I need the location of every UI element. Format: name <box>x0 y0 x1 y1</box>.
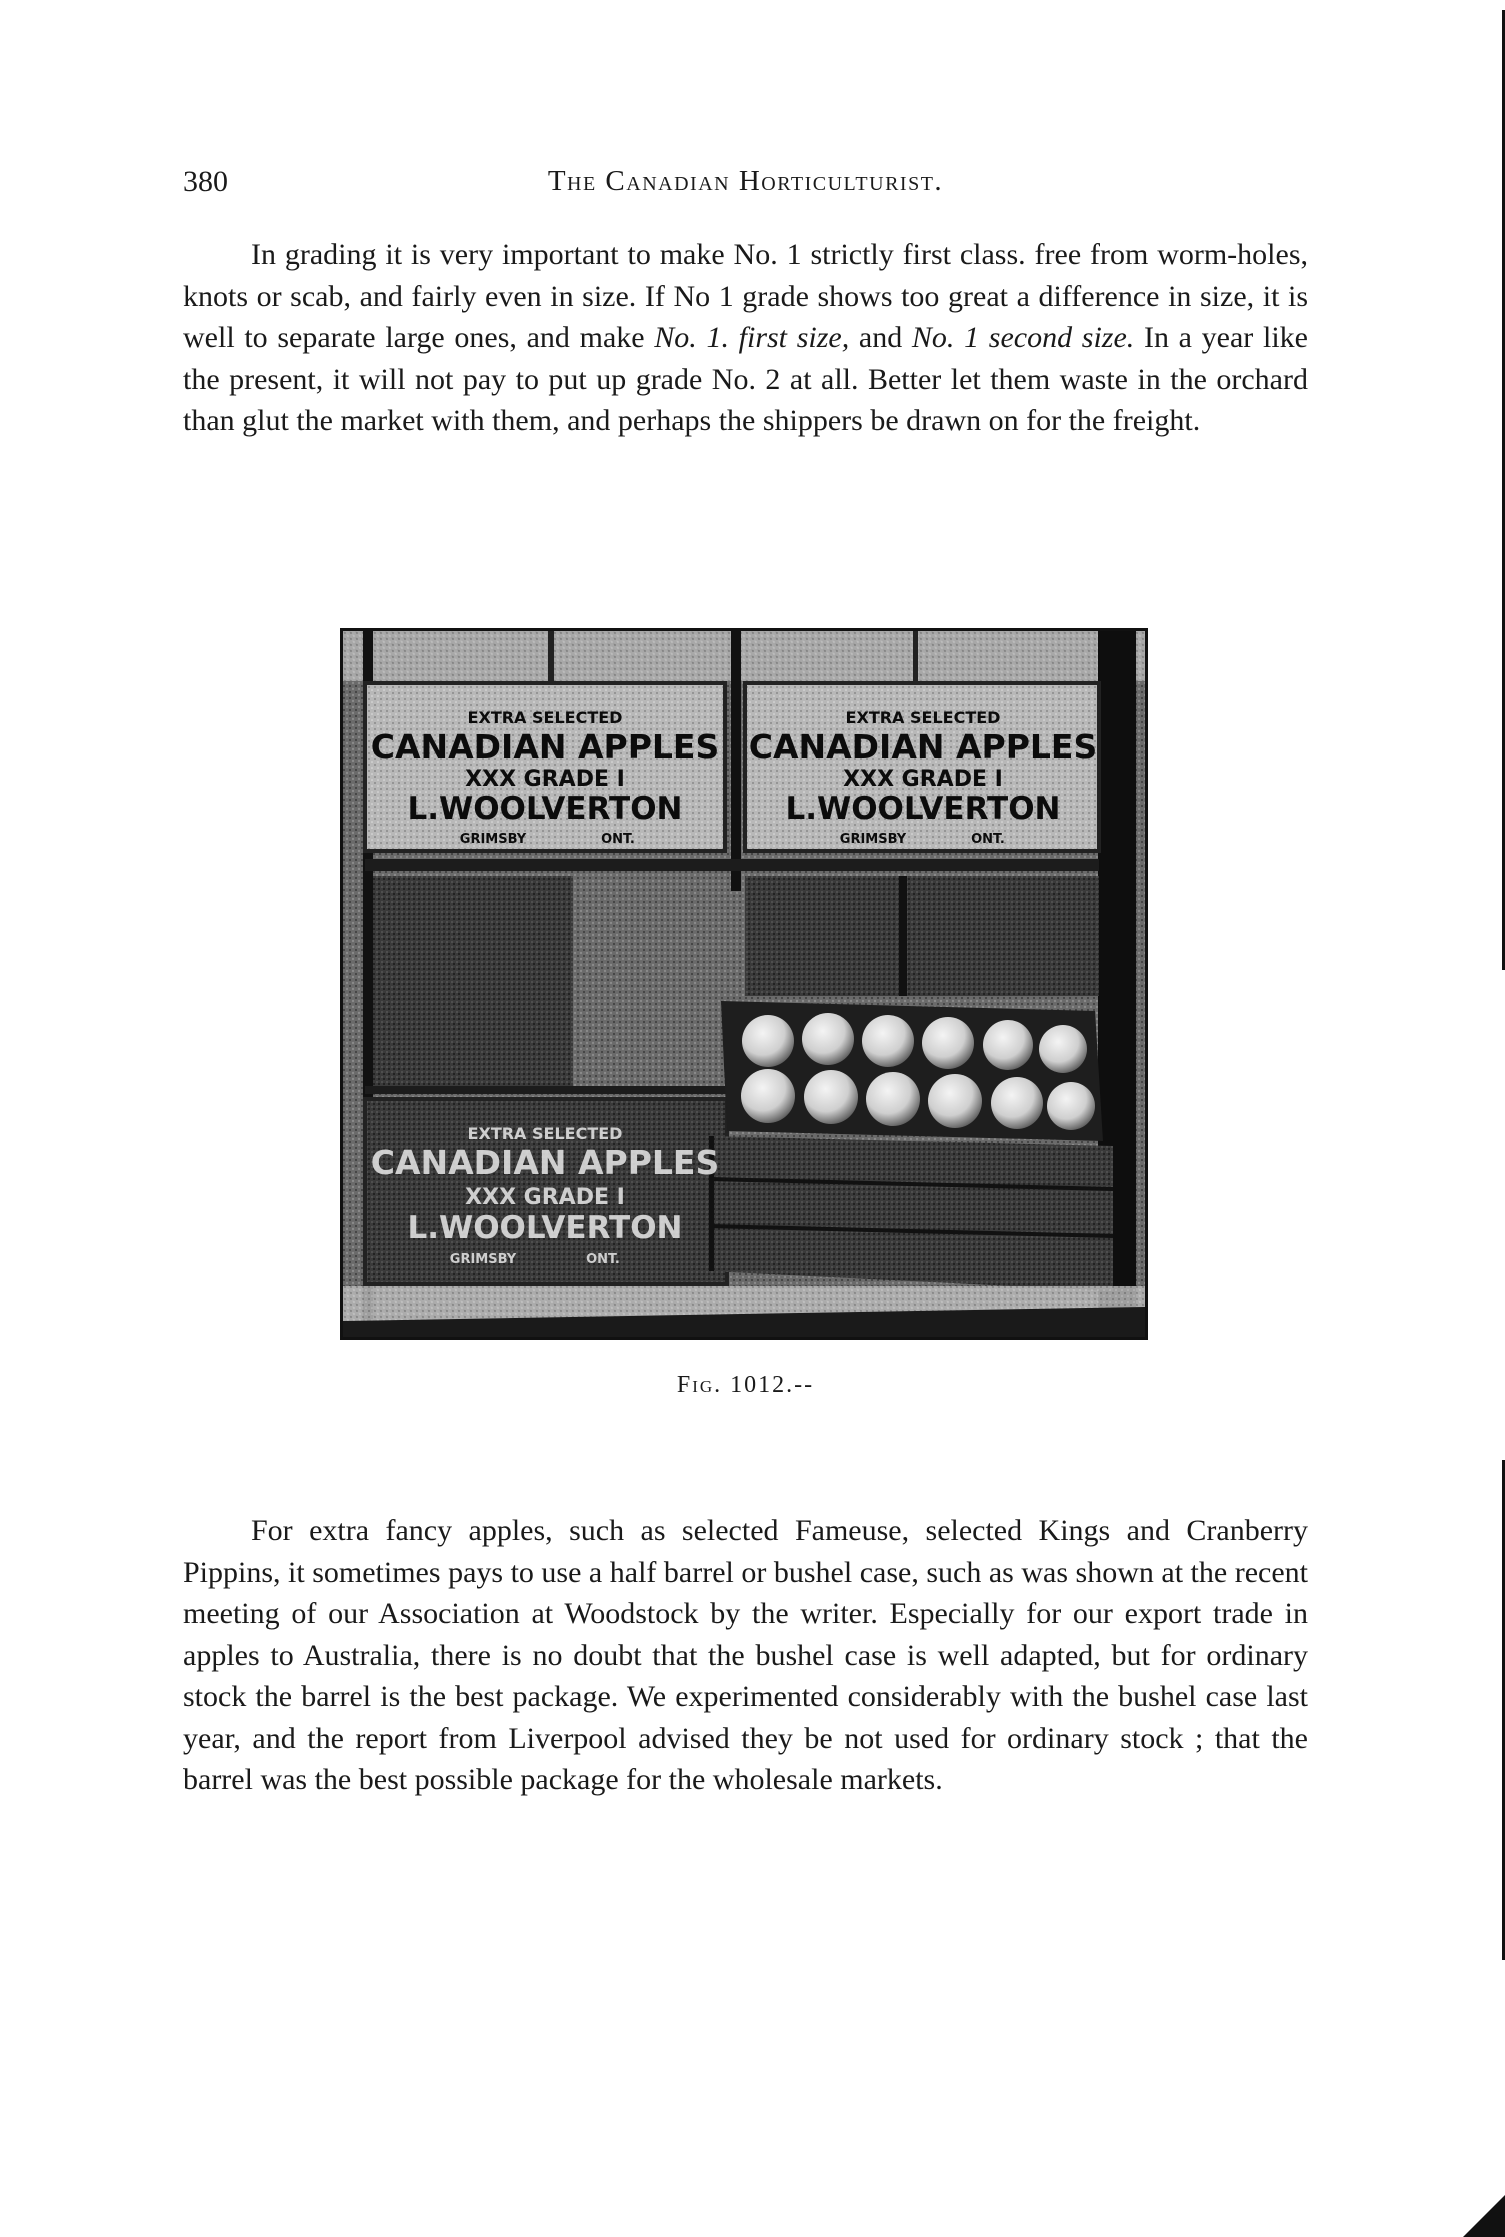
box-label-line: XXX GRADE I <box>465 767 625 792</box>
paragraph-text: and <box>849 321 912 354</box>
box-label-line: CANADIAN APPLES <box>748 727 1098 766</box>
box-label-line: EXTRA SELECTED <box>845 708 1001 727</box>
box-label-line: XXX GRADE I <box>465 1185 625 1210</box>
box-label-line: GRIMSBY <box>839 832 907 847</box>
box-label-line: EXTRA SELECTED <box>467 708 623 727</box>
box-label-line: ONT. <box>601 832 635 847</box>
figure-caption <box>183 1372 1308 1399</box>
box-label-line: GRIMSBY <box>449 1252 517 1267</box>
box-label-line: GRIMSBY <box>459 832 527 847</box>
paragraph-grading <box>183 234 1308 442</box>
box-label-line: EXTRA SELECTED <box>467 1124 623 1143</box>
box-label-line: L.WOOLVERTON <box>785 791 1061 827</box>
box-label-line: CANADIAN APPLES <box>370 727 720 766</box>
box-label-line: CANADIAN APPLES <box>370 1143 720 1182</box>
figure-apple-boxes-photo <box>340 628 1148 1340</box>
figure-caption-label: Fig. <box>676 1372 723 1398</box>
box-label-line: L.WOOLVERTON <box>407 1210 683 1246</box>
box-label-line: L.WOOLVERTON <box>407 791 683 827</box>
paragraph-fancy-apples: For extra fancy apples, such as selected Fameuse, selected Kings and Cranberry Pippins, it sometimes pays to use a half barrel or bushel case, such as was shown at the recent meeting of our Association at Woodstock by the writer. Especially for our export trade in apples to Australia, there is no doubt that the bushel case is well adapted, but for ordinary stock the barrel is the best package. We experimented considerably with the bushel case last year, and the report from Liverpool advised they be not used for ordinary stock ; that the barrel was the best possible package for the wholesale markets. <box>183 1514 1308 1796</box>
paragraph-text: In grading it is very important to make No. 1 strictly first class. free from worm-holes, knots or scab, and fairly even in size. If No 1 grade shows too great a difference in size, it is well to separate large ones, and make <box>183 238 1308 354</box>
running-head <box>183 165 1308 209</box>
figure-caption-number: 1012.-- <box>730 1372 815 1398</box>
apple-boxes-illustration <box>343 631 1145 1337</box>
page-number: 380 <box>183 165 228 198</box>
box-label-line: ONT. <box>586 1252 620 1267</box>
italic-term: No. 1 second size. <box>911 321 1135 354</box>
box-label-line: XXX GRADE I <box>843 767 1003 792</box>
paragraph-text: In a year like the present, it will not pay to put up grade No. 2 at all. Better let them waste in the orchard than glut the market with them, and perhaps the shippers be drawn on for the freight. <box>183 321 1308 437</box>
running-title: The Canadian Horticulturist. <box>547 165 944 197</box>
italic-term: No. 1. first size, <box>654 321 850 354</box>
box-label-line: ONT. <box>971 832 1005 847</box>
page-corner-mark <box>1463 2195 1505 2237</box>
